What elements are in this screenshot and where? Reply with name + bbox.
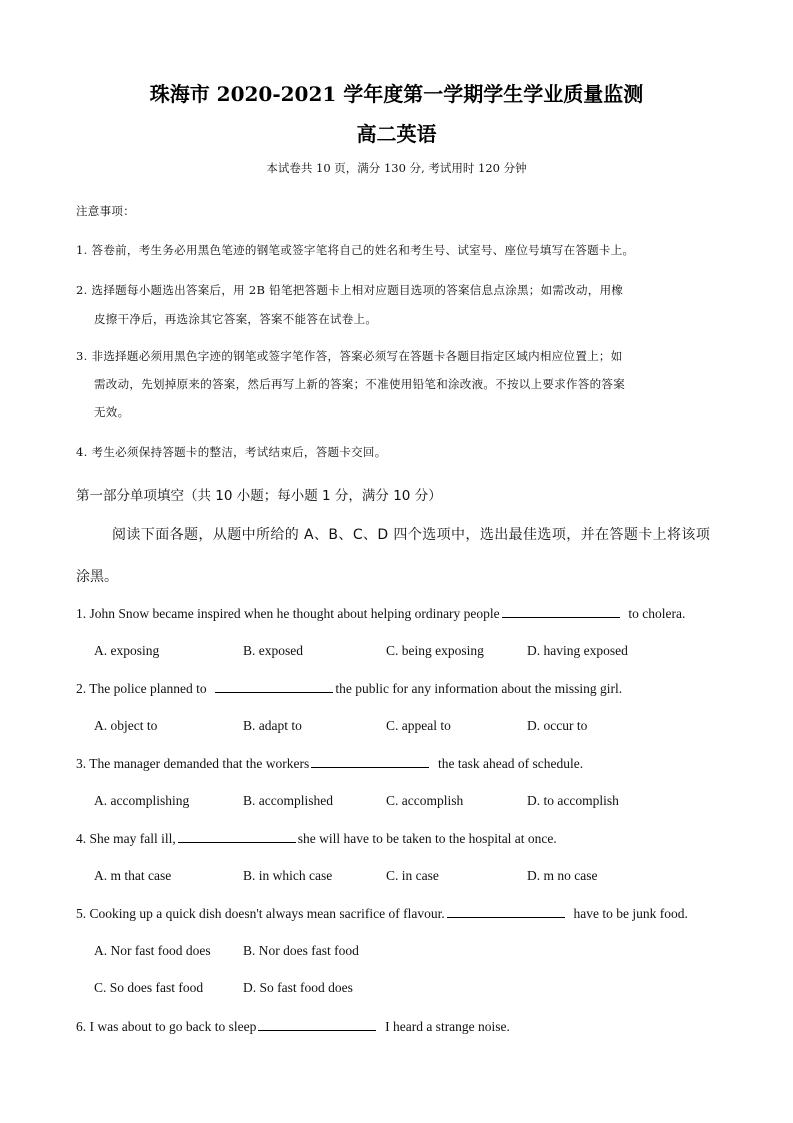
question-5-text-after: have to be junk food. — [573, 906, 688, 921]
question-4-blank — [178, 830, 296, 843]
question-3-option-d: D. to accomplish — [527, 793, 619, 808]
question-5-option-a: A. Nor fast food does — [94, 943, 211, 958]
question-1-option-b: B. exposed — [243, 643, 303, 658]
question-1 — [76, 605, 685, 622]
question-2-option-c: C. appeal to — [386, 718, 451, 733]
section-instruction-line-1: 阅读下面各题，从题中所给的 A、B、C、D 四个选项中，选出最佳选项，并在答题卡上将该项 — [112, 527, 711, 543]
note-3-line-2: 需改动，先划掉原来的答案，然后再写上新的答案；不准使用铅笔和涂改液。不按以上要求作答的答案 — [94, 377, 625, 391]
note-4: 4. 考生必须保持答题卡的整洁，考试结束后，答题卡交回。 — [76, 445, 387, 459]
note-2-line-1: 2. 选择题每小题选出答案后，用 2B 铅笔把答题卡上相对应题目选项的答案信息点涂黑；如需改动，用橡 — [76, 283, 624, 297]
notes-heading: 注意事项： — [76, 204, 135, 218]
question-5-blank — [447, 905, 565, 918]
question-3-option-c: C. accomplish — [386, 793, 464, 808]
question-4 — [76, 830, 557, 847]
question-5-option-b: B. Nor does fast food — [243, 943, 359, 958]
question-4-option-c: C. in case — [386, 868, 439, 883]
question-4-text-before: 4. She may fall ill, — [76, 831, 176, 846]
question-3 — [76, 755, 583, 772]
note-3-line-3: 无效。 — [94, 405, 130, 419]
question-1-option-c: C. being exposing — [386, 643, 484, 658]
question-4-option-b: B. in which case — [243, 868, 333, 883]
question-5-option-d: D. So fast food does — [243, 980, 353, 995]
question-6-text-after: I heard a strange noise. — [385, 1019, 510, 1034]
question-5-text-before: 5. Cooking up a quick dish doesn't always mean sacrifice of flavour. — [76, 906, 445, 921]
exam-info: 本试卷共 10 页，满分 130 分, 考试用时 120 分钟 — [266, 161, 527, 175]
question-3-option-b: B. accomplished — [243, 793, 333, 808]
question-2 — [76, 680, 622, 697]
question-1-text-before: 1. John Snow became inspired when he thought about helping ordinary people — [76, 606, 500, 621]
question-2-option-a: A. object to — [94, 718, 158, 733]
question-1-text-after: to cholera. — [628, 606, 686, 621]
question-3-text-after: the task ahead of schedule. — [438, 756, 584, 771]
exam-subject: 高二英语 — [356, 122, 437, 146]
section-title: 第一部分单项填空（共 10 小题；每小题 1 分，满分 10 分） — [76, 488, 442, 504]
question-6-blank — [258, 1018, 376, 1031]
exam-title: 珠海市 2020-2021 学年度第一学期学生学业质量监测 — [149, 82, 644, 106]
question-2-option-d: D. occur to — [527, 718, 588, 733]
question-4-option-d: D. m no case — [527, 868, 598, 883]
note-3-line-1: 3. 非选择题必须用黑色字迹的钢笔或签字笔作答，答案必须写在答题卡各题目指定区域内相应位置上；如 — [76, 349, 623, 363]
question-2-option-b: B. adapt to — [243, 718, 302, 733]
section-instruction-line-2: 涂黑。 — [76, 569, 118, 585]
question-6-text-before: 6. I was about to go back to sleep — [76, 1019, 257, 1034]
question-1-blank — [502, 605, 620, 618]
question-5 — [76, 905, 688, 922]
question-1-option-d: D. having exposed — [527, 643, 628, 658]
question-3-blank — [311, 755, 429, 768]
question-3-option-a: A. accomplishing — [94, 793, 190, 808]
question-3-text-before: 3. The manager demanded that the workers — [76, 756, 310, 771]
note-1: 1. 答卷前，考生务必用黑色笔迹的钢笔或签字笔将自己的姓名和考生号、试室号、座位号填写在答题卡上。 — [76, 243, 635, 257]
question-2-text-before: 2. The police planned to — [76, 681, 207, 696]
question-6 — [76, 1018, 510, 1035]
question-2-blank — [215, 680, 333, 693]
note-2-line-2: 皮擦干净后，再选涂其它答案，答案不能答在试卷上。 — [94, 312, 378, 326]
question-2-text-after: the public for any information about the missing girl. — [335, 681, 623, 696]
question-5-option-c: C. So does fast food — [94, 980, 204, 995]
question-4-text-after: she will have to be taken to the hospital at once. — [297, 831, 557, 846]
question-4-option-a: A. m that case — [94, 868, 172, 883]
question-1-option-a: A. exposing — [94, 643, 160, 658]
